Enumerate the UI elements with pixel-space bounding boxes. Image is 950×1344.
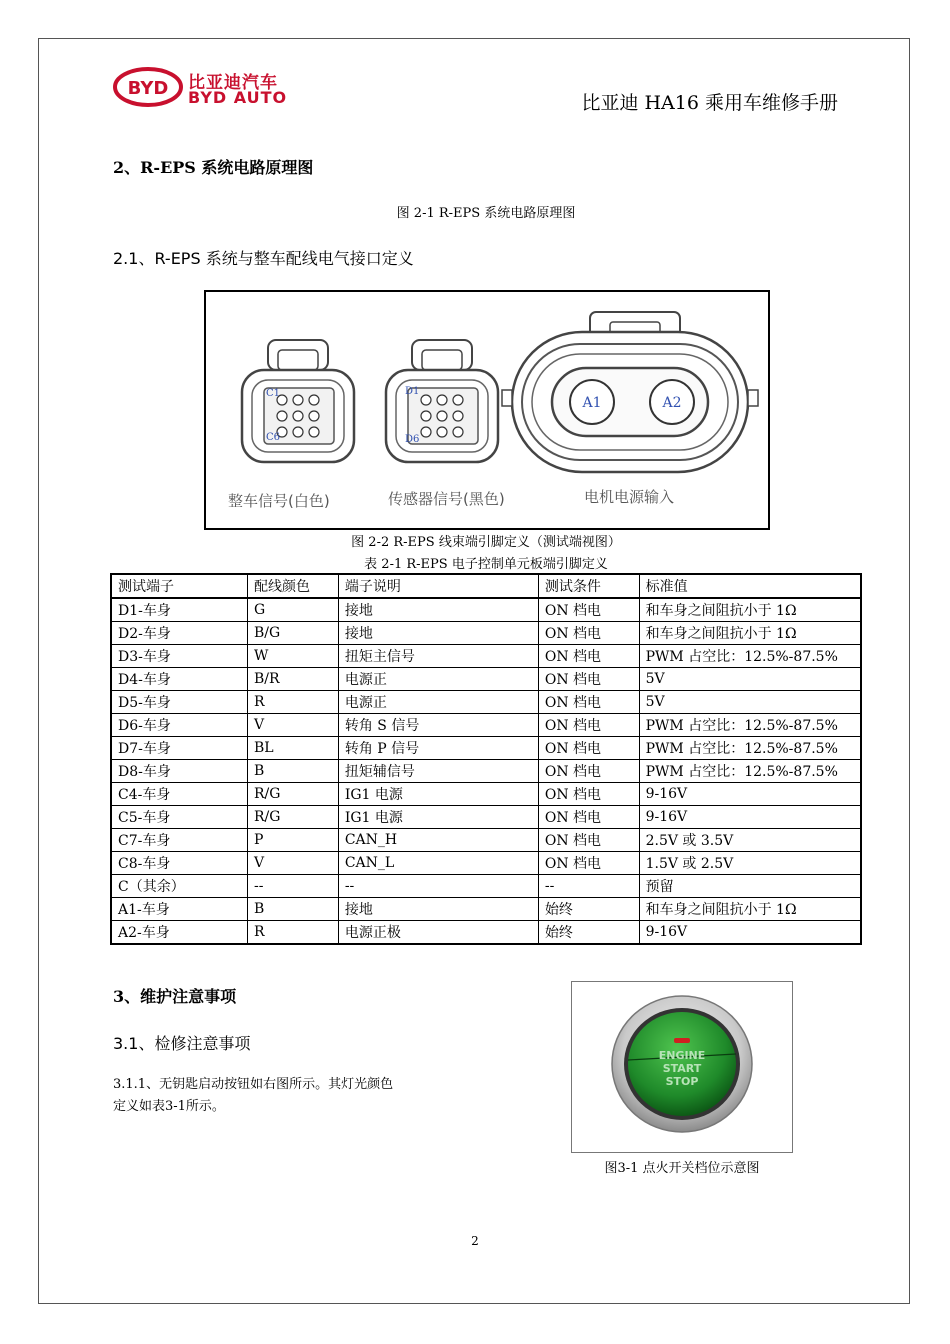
table-cell: 电源正 xyxy=(338,668,538,691)
table-cell: 9-16V xyxy=(639,783,861,806)
table-cell: D5-车身 xyxy=(111,691,248,714)
table-cell: C4-车身 xyxy=(111,783,248,806)
table-cell: PWM 占空比：12.5%-87.5% xyxy=(639,737,861,760)
pin-definition-table xyxy=(110,573,862,945)
table-row xyxy=(111,645,861,668)
pin-a1-label: A1 xyxy=(582,395,602,411)
byd-logo xyxy=(113,66,303,112)
table-cell: 扭矩主信号 xyxy=(338,645,538,668)
table-cell: G xyxy=(248,598,339,622)
table-cell: IG1 电源 xyxy=(338,783,538,806)
table-cell: P xyxy=(248,829,339,852)
table-cell: B xyxy=(248,898,339,921)
table-row xyxy=(111,783,861,806)
table-cell: R/G xyxy=(248,783,339,806)
button-engine-text: ENGINE xyxy=(658,1049,706,1062)
pin-c1-label: C1 xyxy=(266,388,281,399)
table-cell: ON 档电 xyxy=(538,668,639,691)
table-cell: D1-车身 xyxy=(111,598,248,622)
table-cell: D6-车身 xyxy=(111,714,248,737)
table-cell: IG1 电源 xyxy=(338,806,538,829)
motor-power-connector-icon xyxy=(502,312,758,472)
table-cell: 接地 xyxy=(338,622,538,645)
table-cell: 1.5V 或 2.5V xyxy=(639,852,861,875)
table-row xyxy=(111,622,861,645)
section-3-heading: 3、维护注意事项 xyxy=(113,987,237,1006)
table-cell: CAN_L xyxy=(338,852,538,875)
table-cell: PWM 占空比：12.5%-87.5% xyxy=(639,645,861,668)
table-cell: 扭矩辅信号 xyxy=(338,760,538,783)
sensor-connector-icon xyxy=(386,340,498,462)
table-cell: B xyxy=(248,760,339,783)
table-cell: 接地 xyxy=(338,598,538,622)
section-3-1-heading: 3.1、检修注意事项 xyxy=(113,1034,251,1053)
section-2-1-heading: 2.1、R-EPS 系统与整车配线电气接口定义 xyxy=(113,249,414,268)
table-cell: 5V xyxy=(639,691,861,714)
table-cell: C8-车身 xyxy=(111,852,248,875)
table-cell: BL xyxy=(248,737,339,760)
table-cell: -- xyxy=(248,875,339,898)
table-cell: B/G xyxy=(248,622,339,645)
table-cell: ON 档电 xyxy=(538,852,639,875)
table-cell: R xyxy=(248,691,339,714)
table-header-cell: 标准值 xyxy=(639,574,861,598)
table-cell: V xyxy=(248,714,339,737)
start-button-figure xyxy=(571,981,793,1153)
vehicle-connector-icon xyxy=(242,340,354,462)
table-cell: V xyxy=(248,852,339,875)
table-cell: ON 档电 xyxy=(538,829,639,852)
table-header-cell: 配线颜色 xyxy=(248,574,339,598)
table-cell: 和车身之间阻抗小于 1Ω xyxy=(639,598,861,622)
logo-chinese-text: 比亚迪汽车 xyxy=(188,73,278,93)
table-row xyxy=(111,760,861,783)
section-2-heading: 2、R-EPS 系统电路原理图 xyxy=(113,158,314,177)
table-cell: D8-车身 xyxy=(111,760,248,783)
table-header-cell: 端子说明 xyxy=(338,574,538,598)
sensor-signal-label: 传感器信号(黑色) xyxy=(388,490,505,508)
table-cell: D7-车身 xyxy=(111,737,248,760)
table-cell: 转角 S 信号 xyxy=(338,714,538,737)
table-cell: 始终 xyxy=(538,898,639,921)
table-cell: 转角 P 信号 xyxy=(338,737,538,760)
table-cell: D3-车身 xyxy=(111,645,248,668)
table-cell: R/G xyxy=(248,806,339,829)
paragraph-line: 3.1.1、无钥匙启动按钮如右图所示。其灯光颜色 xyxy=(113,1077,394,1092)
table-cell: 和车身之间阻抗小于 1Ω xyxy=(639,622,861,645)
connector-figure xyxy=(204,290,770,530)
button-stop-text: STOP xyxy=(665,1075,699,1088)
page-number: 2 xyxy=(471,1234,479,1248)
table-cell: ON 档电 xyxy=(538,598,639,622)
manual-title: 比亚迪 HA16 乘用车维修手册 xyxy=(581,92,838,114)
table-cell: ON 档电 xyxy=(538,806,639,829)
table-cell: B/R xyxy=(248,668,339,691)
pin-a2-label: A2 xyxy=(662,395,682,411)
table-cell: 5V xyxy=(639,668,861,691)
table-cell: ON 档电 xyxy=(538,714,639,737)
table-cell: ON 档电 xyxy=(538,737,639,760)
table-cell: PWM 占空比：12.5%-87.5% xyxy=(639,760,861,783)
table-cell: 始终 xyxy=(538,921,639,945)
table-row xyxy=(111,806,861,829)
table-cell: ON 档电 xyxy=(538,645,639,668)
table-row xyxy=(111,714,861,737)
table-2-1-caption: 表 2-1 R-EPS 电子控制单元板端引脚定义 xyxy=(364,557,608,572)
table-cell: C5-车身 xyxy=(111,806,248,829)
table-header-cell: 测试端子 xyxy=(111,574,248,598)
engine-start-button-icon xyxy=(572,982,792,1152)
logo-english-text: BYD AUTO xyxy=(188,88,288,107)
table-cell: PWM 占空比：12.5%-87.5% xyxy=(639,714,861,737)
table-row xyxy=(111,691,861,714)
table-cell: -- xyxy=(538,875,639,898)
table-cell: 2.5V 或 3.5V xyxy=(639,829,861,852)
table-row xyxy=(111,875,861,898)
motor-power-label: 电机电源输入 xyxy=(584,488,675,506)
table-cell: C（其余） xyxy=(111,875,248,898)
table-cell: ON 档电 xyxy=(538,622,639,645)
table-cell: 电源正极 xyxy=(338,921,538,945)
table-cell: W xyxy=(248,645,339,668)
table-cell: 电源正 xyxy=(338,691,538,714)
pin-c6-label: C6 xyxy=(266,432,281,443)
pin-d1-label: D1 xyxy=(405,386,420,397)
section-3-1-1-paragraph xyxy=(113,1074,393,1118)
table-header-cell: 测试条件 xyxy=(538,574,639,598)
paragraph-line: 定义如表3-1所示。 xyxy=(113,1099,225,1114)
table-cell: R xyxy=(248,921,339,945)
table-cell: C7-车身 xyxy=(111,829,248,852)
table-row xyxy=(111,898,861,921)
table-cell: D4-车身 xyxy=(111,668,248,691)
table-cell: 9-16V xyxy=(639,806,861,829)
table-cell: D2-车身 xyxy=(111,622,248,645)
table-cell: ON 档电 xyxy=(538,783,639,806)
figure-2-2-caption: 图 2-2 R-EPS 线束端引脚定义（测试端视图） xyxy=(351,535,621,550)
table-cell: 接地 xyxy=(338,898,538,921)
logo-mark-text: BYD xyxy=(127,78,169,99)
table-row xyxy=(111,921,861,945)
figure-3-1-caption: 图3-1 点火开关档位示意图 xyxy=(604,1161,760,1176)
pin-d6-label: D6 xyxy=(405,434,420,445)
vehicle-signal-label: 整车信号(白色) xyxy=(228,492,330,510)
table-row xyxy=(111,668,861,691)
table-cell: 和车身之间阻抗小于 1Ω xyxy=(639,898,861,921)
byd-logo-mark-icon xyxy=(113,66,183,108)
table-row xyxy=(111,852,861,875)
button-start-text: START xyxy=(662,1062,702,1075)
table-cell: A2-车身 xyxy=(111,921,248,945)
table-cell: ON 档电 xyxy=(538,760,639,783)
table-cell: ON 档电 xyxy=(538,691,639,714)
table-body xyxy=(111,598,861,944)
table-cell: CAN_H xyxy=(338,829,538,852)
table-cell: 9-16V xyxy=(639,921,861,945)
table-cell: A1-车身 xyxy=(111,898,248,921)
table-row xyxy=(111,598,861,622)
table-row xyxy=(111,737,861,760)
table-row xyxy=(111,829,861,852)
figure-2-1-caption: 图 2-1 R-EPS 系统电路原理图 xyxy=(396,206,576,221)
table-cell: 预留 xyxy=(639,875,861,898)
table-cell: -- xyxy=(338,875,538,898)
table-header-row xyxy=(111,574,861,598)
